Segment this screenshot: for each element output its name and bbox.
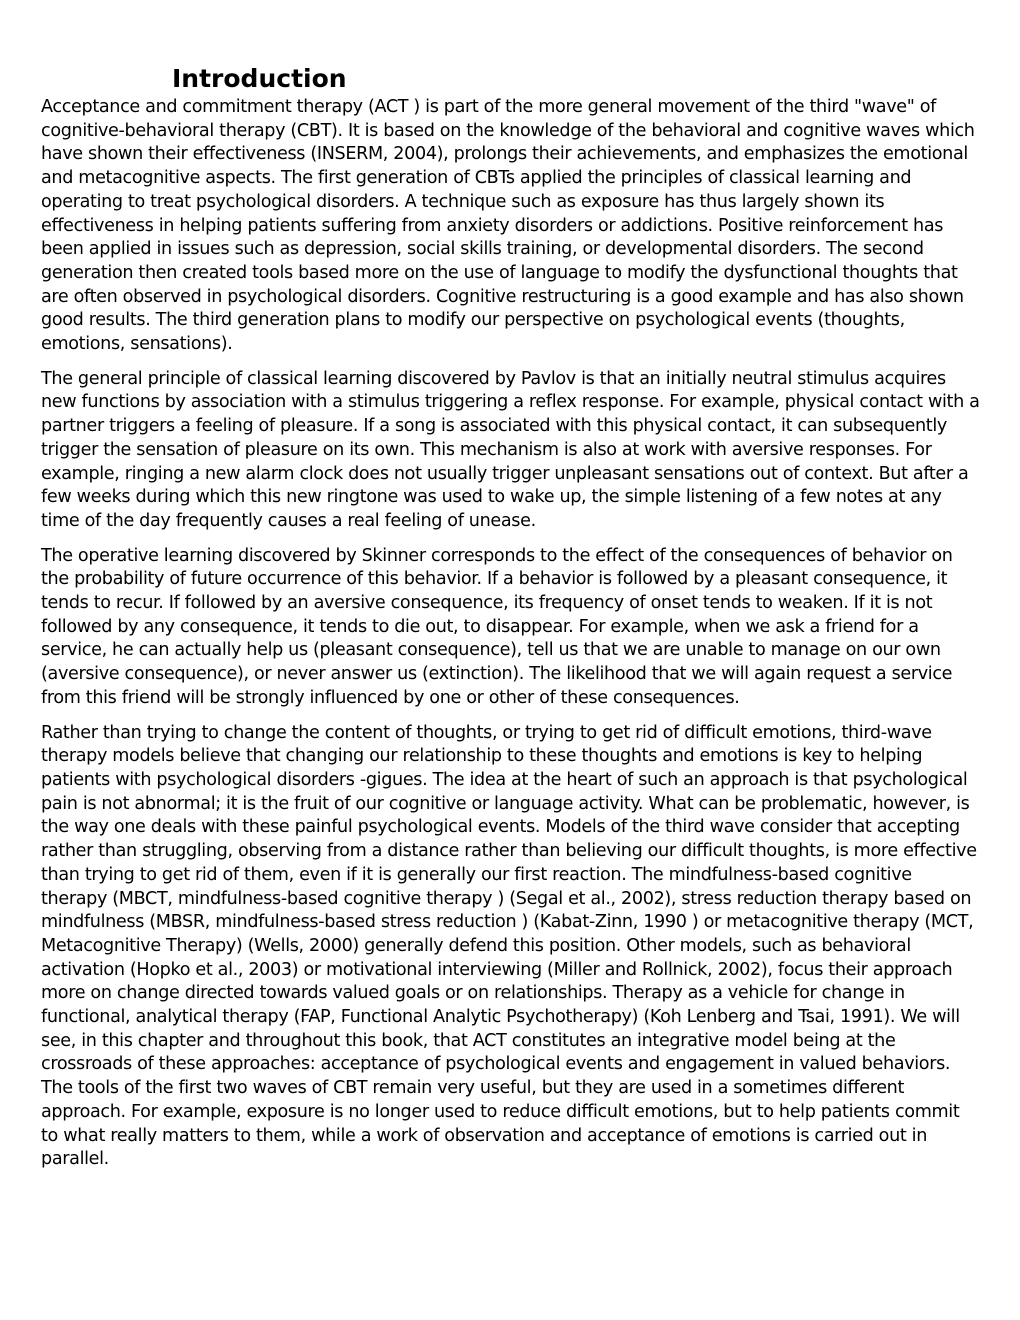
document-page xyxy=(41,62,981,1183)
paragraph-classical-learning: The general principle of classical learning discovered by Pavlov is that an initially neutral stimulus acquires new functions by association with a stimulus triggering a reflex response. For example, physical contact with a partner triggers a feeling of pleasure. If a song is associated with this physical contact, it can subsequently trigger the sensation of pleasure on its own. This mechanism is also at work with aversive responses. For example, ringing a new alarm clock does not usually trigger unpleasant sensations out of context. But after a few weeks during which this new ringtone was used to wake up, the simple listening of a few notes at any time of the day frequently causes a real feeling of unease. xyxy=(41,368,980,531)
paragraph-third-wave: Rather than trying to change the content of thoughts, or trying to get rid of difficult emotions, third-wave therapy models believe that changing our relationship to these thoughts and emotions is key to helping patients with psychological disorders -gigues. The idea at the heart of such an approach is that psychological pain is not abnormal; it is the fruit of our cognitive or language activity. What can be problematic, however, is the way one deals with these painful psychological events. Models of the third wave consider that accepting rather than struggling, observing from a distance rather than believing our difficult thoughts, is more effective than trying to get rid of them, even if it is generally our first reaction. The mindfulness-based cognitive therapy (MBCT, mindfulness-based cognitive therapy ) (Segal et al., 2002), stress reduction therapy based on mindfulness (MBSR, mindfulness-based stress reduction ) (Kabat-Zinn, 1990 ) or metacognitive therapy (MCT, Metacognitive Therapy) (Wells, 2000) generally defend this position. Other models, such as behavioral activation (Hopko et al., 2003) or motivational interviewing (Miller and Rollnick, 2002), focus their approach more on change directed towards valued goals or on relationships. Therapy as a vehicle for change in functional, analytical therapy (FAP, Functional Analytic Psychotherapy) (Koh Lenberg and Tsai, 1991). We will see, in this chapter and throughout this book, that ACT constitutes an integrative model being at the crossroads of these approaches: acceptance of psychological events and engagement in valued behaviors. The tools of the first two waves of CBT remain very useful, but they are used in a sometimes different approach. For example, exposure is no longer used to reduce difficult emotions, but to help patients commit to what really matters to them, while a work of observation and acceptance of emotions is carried out in parallel. xyxy=(41,722,977,1170)
paragraph-operative-learning: The operative learning discovered by Skinner corresponds to the effect of the consequences of behavior on the probability of future occurrence of this behavior. If a behavior is followed by a pleasant consequence, it tends to recur. If followed by an aversive consequence, its frequency of onset tends to weaken. If it is not followed by any consequence, it tends to die out, to disappear. For example, when we ask a friend for a service, he can actually help us (pleasant consequence), tell us that we are unable to manage on our own (aversive consequence), or never answer us (extinction). The likelihood that we will again request a service from this friend will be strongly influenced by one or other of these consequences. xyxy=(41,545,953,708)
paragraph-act-overview: Acceptance and commitment therapy (ACT ) is part of the more general movement of the third "wave" of cognitive-behavioral therapy (CBT). It is based on the knowledge of the behavioral and cognitive waves which have shown their effectiveness (INSERM, 2004), prolongs their achievements, and emphasizes the emotional and metacognitive aspects. The first generation of CBTs applied the principles of classical learning and operating to treat psychological disorders. A technique such as exposure has thus largely shown its effectiveness in helping patients suffering from anxiety disorders or addictions. Positive reinforcement has been applied in issues such as depression, social skills training, or developmental disorders. The second generation then created tools based more on the use of language to modify the dysfunctional thoughts that are often observed in psychological disorders. Cognitive restructuring is a good example and has also shown good results. The third generation plans to modify our perspective on psychological events (thoughts, emotions, sensations). xyxy=(41,97,975,355)
section-heading: Introduction xyxy=(172,64,347,93)
